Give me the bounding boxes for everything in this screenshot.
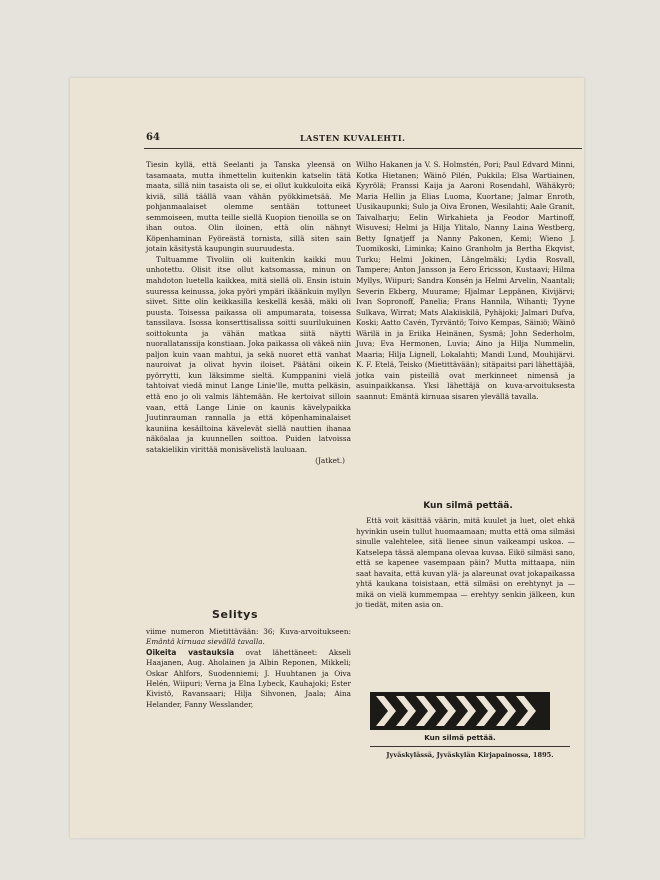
travel-paragraph-2: Tultuamme Tivoliin oli kuitenkin kaikki muu unhotettu. Olisit itse ollut katsomassa, minun on mahdoton luetella kaikkea, mitä siellä oli. Ensin istuin suuressa keinussa, joka pyöri ympäri ikäänkuin myllyn siivet. Sitte olin keikkasilla keskellä kesää, mäki oli puusta. Toisessa paikassa oli ampumarata, toisessa tanssilava. Isossa konserttisalissa soitti suurilukuinen soittokunta ja vähän matkaa siitä näytti nuorallatanssija konstiaan. Joka paikassa oli väkeä niin paljon kuin vaan mahtui, ja sekä nuoret että vanhat nauroivat ja olivat hyvin iloiset. Päätäni oikein pyörrytti, kun läksimme sieltä. Kumppanini vielä tahtoivat viedä minut Lange Linie'lle, mutta pelkäsin, että eno jo oli valmis lähtemään. He kertoivat silloin vaan, että Lange Linie on kaunis kävelypaikka Juutinrauman rannalla ja että köpenhaminalaiset kauniina kesäiltoina kävelevät siellä nauttien ihanaa näköalaa ja kuunnellen soittoa. Puiden latvoissa satakielikin virittää monisävelistä lauluaan. (146, 254, 351, 454)
kun-silma-section (356, 516, 575, 611)
names-continued: Wilho Hakanen ja V. S. Holmstén, Pori; Paul Edvard Minni, Kotka Hietanen; Wäinö Pilén, Pukkila; Elsa Wartiainen, Kyyrölä; Franssi Kaija ja Aaroni Rosendahl, Wähäkyrö; Maria Hellin ja Elias Luoma, Kuortane; Jalmar Enroth, Uusikaupunki; Sulo ja Oiva Eronen, Wesilahti; Aale Granit, Taivalharju; Eelin Wirkahieta ja Feodor Martinoff, Wisuvesi; Helmi ja Hilja Ylitalo, Nanny Laina Westberg, Betty Ignatjeff ja Nanny Pakonen, Kemi; Wieno J. Tuomikoski, Liminka; Kaino Granholm ja Bertha Ekqvist, Turku; Helmi Jokinen, Längelmäki; Lydia Rosvall, Tampere; Anton Jansson ja Eero Ericsson, Kustaavi; Hilma Myllys, Wiipuri; Sandra Konsén ja Helmi Arvelin, Naantali; Severin Ekberg, Muurame; Hjalmar Leppänen, Kivijärvi; Ivan Sopronoff, Panelia; Frans Hannila, Wihanti; Tyyne Sulkava, Wirrat; Mats Alakiiskilä, Pyhäjoki; Jalmari Dufva, Koski; Aatto Cavén, Tyrväntö; Toivo Kempas, Säiniö; Wäinö Wärilä in ja Eriika Heinänen, Sysmä; John Sederholm, Juva; Eva Hermonen, Luvia; Aino ja Hilja Nummelin, Maaria; Hilja Lignell, Lokalahti; Mandi Lund, Mouhijärvi. K. F. Etelä, Teisko (Mietittävään); sitäpaitsi pari lähettäjää, jotka vain pisteillä ovat merkinneet nimensä ja asuinpaikkansa. Yksi lähettäjä on kuva-arvoituksesta saannut: Emäntä kirnuaa sisaren ylevällä tavalla. (356, 160, 575, 402)
selitys-section (146, 627, 351, 710)
travel-paragraph-1: Tiesin kyllä, että Seelanti ja Tanska yleensä on tasamaata, mutta ihmettelin kuitenkin katselin tätä maata, sillä niin tasaista oli se, ei ollut kukkuloita eikä kiviä, sillä täällä vaan vähän pyökkimetsää. Me pohjanmaalaiset olemme sentään tottuneet semmoiseen, mutta teille siellä Kuopion tienoilla se on ihan outoa. Olin iloinen, että olin nähnyt Köpenhaminan Fyöreästä tornista, sillä siten sain jotain käsitystä kaupungin suuruudesta. (146, 160, 351, 254)
page-header (70, 132, 584, 148)
continued-note: (Jatket.) (315, 456, 345, 466)
correct-answers (146, 648, 351, 710)
optical-illusion-figure (370, 692, 550, 730)
correct-answers-names: ovat lähettäneet: Akseli Haajanen, Aug. Aholainen ja Albin Reponen, Mikkeli; Oskar Ahlfors, Suodenniemi; J. Huuhtanen ja Oiva Helén, Wiipuri; Verna ja Elna Lybeck, Kauhajoki; Ester Kivistö, Ravansaari; Hilja Sihvonen, Jaala; Aina Helander, Fanny Wesslander, (146, 647, 351, 709)
correct-answers-label: Oikeita vastauksia (146, 647, 235, 657)
footer-rule (370, 746, 570, 747)
page-number: 64 (146, 132, 160, 143)
kun-silma-heading: Kun silmä pettää. (423, 501, 513, 511)
selitys-text (146, 627, 351, 648)
selitys-heading: Selitys (212, 608, 259, 621)
figure-caption: Kun silmä pettää. (424, 733, 496, 742)
selitys-answer: Emäntä kirnuaa sievällä tavalla. (146, 637, 265, 647)
selitys-intro: viime numeron Mietittävään: 36; Kuva-arvoitukseen: (146, 627, 351, 636)
printer-imprint: Jyväskylässä, Jyväskylän Kirjapainossa, 1895. (386, 751, 554, 759)
left-column (146, 160, 351, 467)
running-title: LASTEN KUVALEHTI. (300, 133, 406, 143)
right-column (356, 160, 575, 403)
magazine-page (70, 78, 584, 838)
kun-silma-paragraph: Että voit käsittää väärin, mitä kuulet ja luet, olet ehkä hyvinkin usein tullut huomaamaan; mutta että oma silmäsi sinulle valehtelee, sitä lienee sinun vaikeampi uskoa. — Katselepa tässä alempana olevaa kuvaa. Eikö silmäsi sano, että se kapenee vasempaan päin? Mutta mittaapa, niin saat havaita, että kuvan ylä- ja alareunat ovat jokapaikassa yhtä kaukana toisistaan, että silmäsi on erehtynyt ja — mikä on vielä kummempaa — erehtyy senkin jälkeen, kun jo tiedät, miten asia on. (356, 516, 575, 609)
header-rule (144, 148, 582, 149)
